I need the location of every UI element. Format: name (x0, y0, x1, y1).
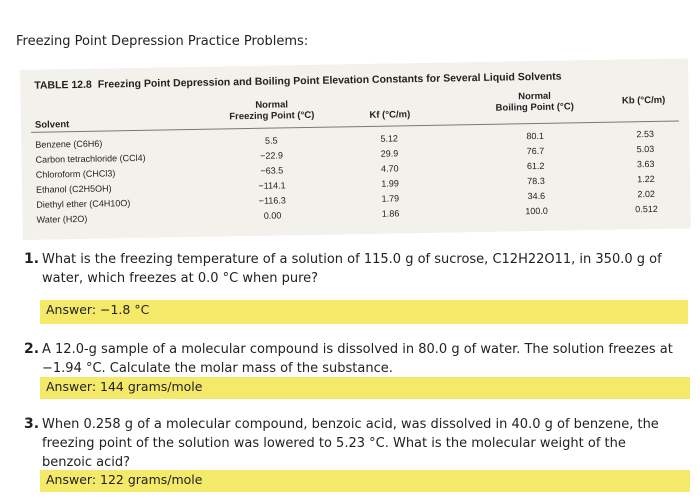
kb-column (615, 127, 677, 218)
table-cell-kb: 2.02 (637, 188, 656, 200)
table-cell-kf: 1.99 (381, 178, 399, 189)
table-cell-fp: −63.5 (260, 165, 284, 176)
table-header-rule (31, 121, 679, 133)
table-cell-bp: 34.6 (527, 190, 546, 202)
solvent-column (35, 136, 147, 228)
table-cell-fp: −22.9 (260, 150, 284, 161)
question-number: 3. (24, 416, 40, 432)
kf-column (359, 131, 421, 222)
question-1 (24, 250, 674, 288)
table-label: TABLE 12.8 (34, 78, 92, 92)
table-cell-kb: 5.03 (636, 143, 655, 155)
table-cell-kf: 1.79 (381, 193, 400, 204)
table-cell-kb: 3.63 (636, 158, 655, 170)
answer-3: Answer: 122 grams/mole (40, 470, 690, 492)
table-row-solvent: Water (H2O) (36, 213, 88, 225)
header-kb: Kb (°C/m) (621, 94, 666, 107)
fp-column (241, 133, 303, 224)
question-text: What is the freezing temperature of a solution of 115.0 g of sucrose, C12H22O11, in 350.0 g of water, which freezes at 0.0 °C when pure? (42, 252, 662, 286)
constants-table (20, 58, 691, 240)
question-3 (24, 415, 664, 472)
table-cell-kf: 5.12 (380, 133, 399, 144)
table-cell-bp: 78.3 (527, 175, 545, 187)
table-cell-fp: 5.5 (264, 135, 278, 146)
table-cell-kb: 1.22 (637, 173, 655, 185)
question-number: 1. (24, 251, 40, 267)
table-row-solvent: Benzene (C6H6) (35, 138, 103, 150)
table-cell-kf: 1.86 (381, 208, 400, 219)
table-cell-bp: 76.7 (526, 145, 545, 157)
table-cell-kb: 0.512 (635, 203, 658, 215)
table-row-solvent: Diethyl ether (C4H10O) (36, 198, 131, 210)
table-row-solvent: Ethanol (C2H5OH) (36, 183, 112, 195)
table-cell-bp: 100.0 (525, 205, 548, 217)
table-cell-kf: 4.70 (380, 163, 399, 174)
table-cell-kf: 29.9 (380, 148, 399, 159)
header-fp-line1: Normal (255, 99, 289, 111)
header-bp (474, 90, 594, 114)
question-2 (24, 340, 674, 378)
header-kf: Kf (°C/m) (369, 109, 411, 121)
question-text: When 0.258 g of a molecular compound, benzoic acid, was dissolved in 40.0 g of benzene, the freezing point of the solution was lowered to 5.23 °C. What is the molecular weight of the benzoic acid? (42, 417, 659, 470)
header-solvent: Solvent (34, 119, 70, 131)
table-cell-bp: 80.1 (526, 130, 545, 142)
question-text: A 12.0-g sample of a molecular compound is dissolved in 80.0 g of water. The solution freezes at −1.94 °C. Calculate the molar mass of the substance. (42, 342, 673, 376)
page-title: Freezing Point Depression Practice Problems: (16, 34, 309, 49)
table-cell-fp: −116.3 (258, 195, 286, 206)
table-row-solvent: Carbon tetrachloride (CCl4) (35, 152, 146, 165)
table-cell-fp: 0.00 (263, 210, 282, 221)
bp-column (505, 128, 567, 219)
header-fp-line2: Freezing Point (°C) (229, 109, 315, 123)
table-row-solvent: Chloroform (CHCl3) (35, 168, 116, 180)
table-caption-text: Freezing Point Depression and Boiling Point Elevation Constants for Several Liquid Solvents (97, 70, 562, 91)
table-caption (34, 71, 562, 92)
answer-1: Answer: −1.8 °C (40, 300, 688, 324)
table-cell-fp: −114.1 (258, 180, 286, 191)
table-cell-kb: 2.53 (636, 128, 655, 140)
header-fp (217, 99, 327, 123)
header-bp-line2: Boiling Point (°C) (495, 101, 574, 114)
header-bp-line1: Normal (518, 90, 551, 103)
table-cell-bp: 61.2 (526, 160, 545, 172)
question-number: 2. (24, 341, 40, 357)
answer-2: Answer: 144 grams/mole (40, 377, 690, 399)
